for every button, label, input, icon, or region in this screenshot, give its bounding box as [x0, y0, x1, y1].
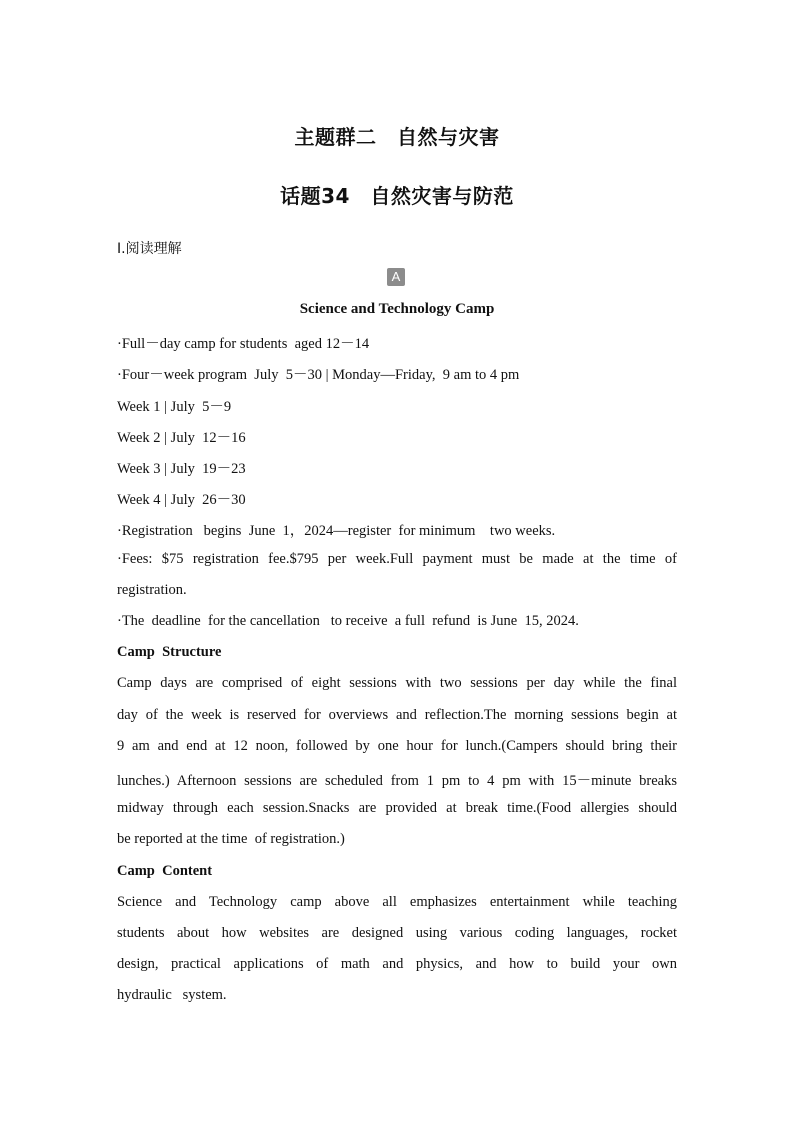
- heading-camp-structure: Camp Structure: [117, 644, 222, 660]
- content-paragraph-line: design, practical applications of math and physics, and how to build your own: [117, 956, 677, 972]
- bullet-registration: ·Registration begins June 1，2024—register for minimum two weeks.: [117, 523, 556, 539]
- topic-title: 话题34 自然灾害与防范: [280, 184, 514, 208]
- content-paragraph-line: students about how websites are designed using various coding languages, rocket: [117, 925, 677, 941]
- structure-paragraph-line: 9 am and end at 12 noon, followed by one hour for lunch.(Campers should bring their: [117, 738, 677, 754]
- week-3-line: Week 3 | July 19－23: [117, 461, 246, 477]
- section-heading-reading: Ⅰ.阅读理解: [117, 241, 182, 257]
- bullet-camp-age: ·Full－day camp for students aged 12－14: [117, 336, 370, 352]
- content-paragraph-line: Science and Technology camp above all emphasizes entertainment while teaching: [117, 894, 677, 910]
- structure-paragraph-line: midway through each session.Snacks are provided at break time.(Food allergies should: [117, 800, 677, 816]
- structure-paragraph-line: day of the week is reserved for overviews and reflection.The morning sessions begin at: [117, 707, 677, 723]
- week-4-line: Week 4 | July 26－30: [117, 492, 246, 508]
- week-2-line: Week 2 | July 12－16: [117, 430, 246, 446]
- structure-paragraph-line: lunches.) Afternoon sessions are scheduled from 1 pm to 4 pm with 15－minute breaks: [117, 773, 677, 789]
- content-paragraph-line: hydraulic system.: [117, 987, 227, 1003]
- passage-label-badge: A: [387, 268, 405, 286]
- bullet-program-dates: ·Four－week program July 5－30 | Monday—Friday, 9 am to 4 pm: [117, 367, 520, 383]
- structure-paragraph-line: be reported at the time of registration.): [117, 831, 345, 847]
- structure-paragraph-line: Camp days are comprised of eight sessions with two sessions per day while the final: [117, 675, 677, 691]
- bullet-fees: ·Fees: $75 registration fee.$795 per week.Full payment must be made at the time of: [117, 551, 677, 567]
- week-1-line: Week 1 | July 5－9: [117, 399, 232, 415]
- bullet-fees-continued: registration.: [117, 582, 187, 598]
- heading-camp-content: Camp Content: [117, 863, 213, 879]
- bullet-deadline: ·The deadline for the cancellation to receive a full refund is June 15, 2024.: [117, 613, 579, 629]
- passage-title: Science and Technology Camp: [299, 301, 495, 317]
- theme-group-title: 主题群二 自然与灾害: [294, 125, 500, 149]
